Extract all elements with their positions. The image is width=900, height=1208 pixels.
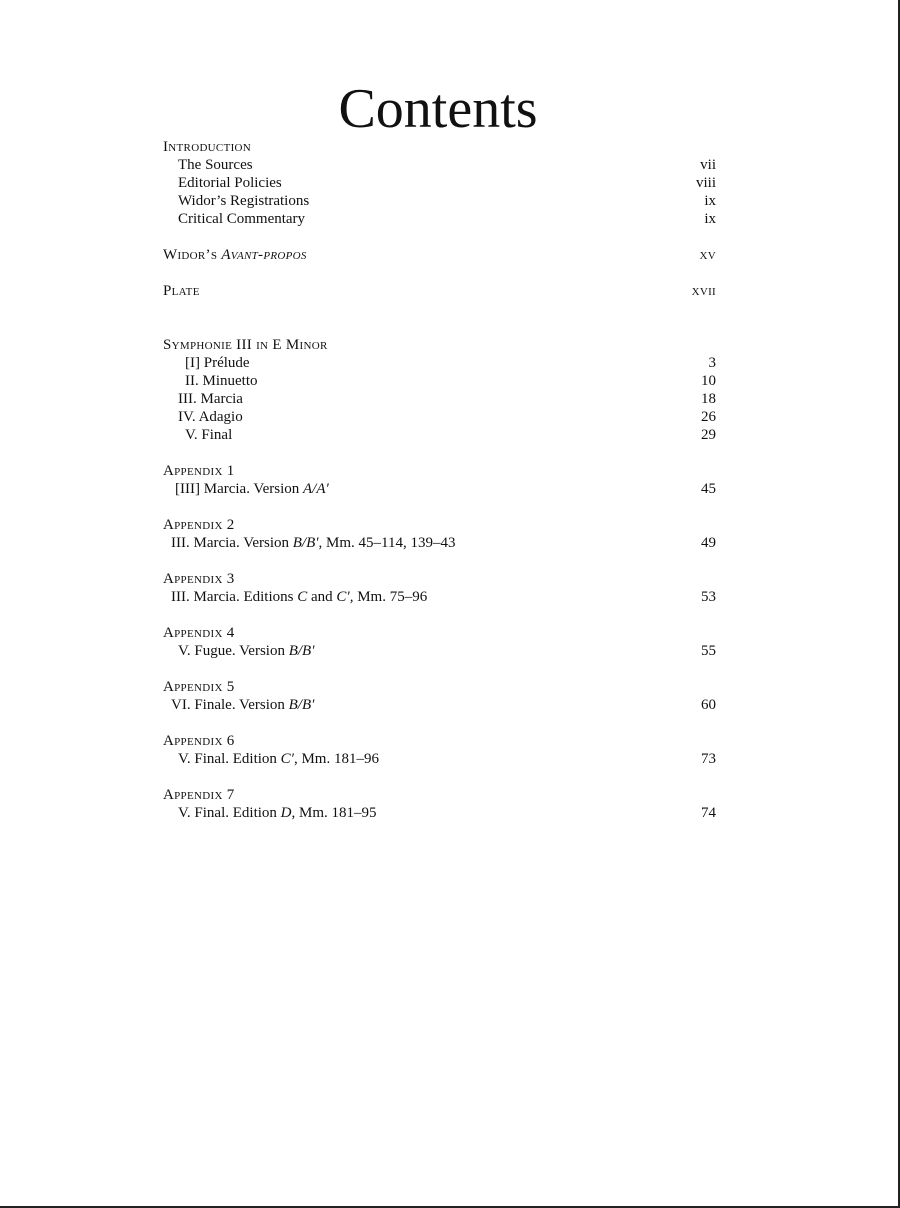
appendix-heading: Appendix 1: [163, 463, 235, 479]
toc-entry-movement-5[interactable]: [163, 426, 716, 444]
toc-page-number: 18: [701, 391, 716, 407]
toc-page-number: 29: [701, 427, 716, 443]
toc-entry-critical-commentary[interactable]: [163, 210, 716, 228]
toc-entry-label: [I] Prélude: [185, 355, 250, 371]
toc-entry-label: VI. Finale. Version B/B′: [171, 697, 315, 713]
toc-entry-label: III. Marcia. Version B/B′, Mm. 45–114, 139–43: [171, 535, 456, 551]
toc-entry-registrations[interactable]: [163, 192, 716, 210]
toc-entry-label: III. Marcia. Editions C and C′, Mm. 75–96: [171, 589, 428, 605]
toc-entry-label: Widor’s Avant-propos: [163, 247, 307, 263]
toc-entry-label: The Sources: [178, 157, 253, 173]
toc-page-number: 3: [708, 355, 716, 371]
toc-entry-appendix-3[interactable]: [163, 588, 716, 606]
page-title: Contents: [338, 77, 538, 140]
appendix-heading: Appendix 4: [163, 625, 235, 641]
toc-entry-appendix-4[interactable]: [163, 642, 716, 660]
toc-entry-plate[interactable]: [163, 282, 716, 300]
appendix-heading: Appendix 7: [163, 787, 235, 803]
toc-page-number: xv: [699, 247, 716, 263]
appendix-heading: Appendix 5: [163, 679, 235, 695]
table-of-contents: [163, 138, 716, 822]
toc-entry-label: III. Marcia: [178, 391, 243, 407]
toc-page-number: 73: [701, 751, 716, 767]
toc-page-number: 55: [701, 643, 716, 659]
toc-entry-label: II. Minuetto: [185, 373, 258, 389]
toc-entry-label: V. Final. Edition D, Mm. 181–95: [178, 805, 377, 821]
toc-entry-movement-3[interactable]: [163, 390, 716, 408]
toc-entry-label: V. Final: [185, 427, 233, 443]
toc-page-number: ix: [704, 211, 716, 227]
toc-entry-avant-propos[interactable]: [163, 246, 716, 264]
toc-page-number: 45: [701, 481, 716, 497]
section-heading-introduction: Introduction: [163, 139, 252, 155]
toc-entry-editorial-policies[interactable]: [163, 174, 716, 192]
toc-entry-label: Critical Commentary: [178, 211, 306, 227]
section-heading-symphonie: Symphonie III in E Minor: [163, 337, 328, 353]
toc-entry-appendix-5[interactable]: [163, 696, 716, 714]
toc-entry-label: [III] Marcia. Version A/A′: [175, 481, 329, 497]
appendix-heading: Appendix 2: [163, 517, 235, 533]
toc-entry-label: Widor’s Registrations: [178, 193, 310, 209]
toc-page-number: 26: [701, 409, 716, 425]
toc-entry-label: V. Final. Edition C′, Mm. 181–96: [178, 751, 379, 767]
toc-page-number: 53: [701, 589, 716, 605]
toc-entry-movement-2[interactable]: [163, 372, 716, 390]
toc-page-number: 74: [701, 805, 716, 821]
toc-page-number: 10: [701, 373, 716, 389]
toc-entry-movement-1[interactable]: [163, 354, 716, 372]
toc-page-number: vii: [700, 157, 716, 173]
toc-entry-appendix-7[interactable]: [163, 804, 716, 822]
appendix-heading: Appendix 3: [163, 571, 235, 587]
toc-entry-appendix-6[interactable]: [163, 750, 716, 768]
toc-entry-appendix-2[interactable]: [163, 534, 716, 552]
toc-entry-sources[interactable]: [163, 156, 716, 174]
toc-entry-movement-4[interactable]: [163, 408, 716, 426]
toc-entry-label: V. Fugue. Version B/B′: [178, 643, 315, 659]
toc-page-number: xvii: [691, 283, 716, 299]
toc-entry-label: Plate: [163, 283, 200, 299]
toc-entry-label: IV. Adagio: [178, 409, 243, 425]
toc-page-number: 60: [701, 697, 716, 713]
appendix-heading: Appendix 6: [163, 733, 235, 749]
toc-entry-appendix-1[interactable]: [163, 480, 716, 498]
toc-page-number: ix: [704, 193, 716, 209]
toc-entry-label: Editorial Policies: [178, 175, 282, 191]
toc-page-number: 49: [701, 535, 716, 551]
toc-page-number: viii: [695, 175, 716, 191]
